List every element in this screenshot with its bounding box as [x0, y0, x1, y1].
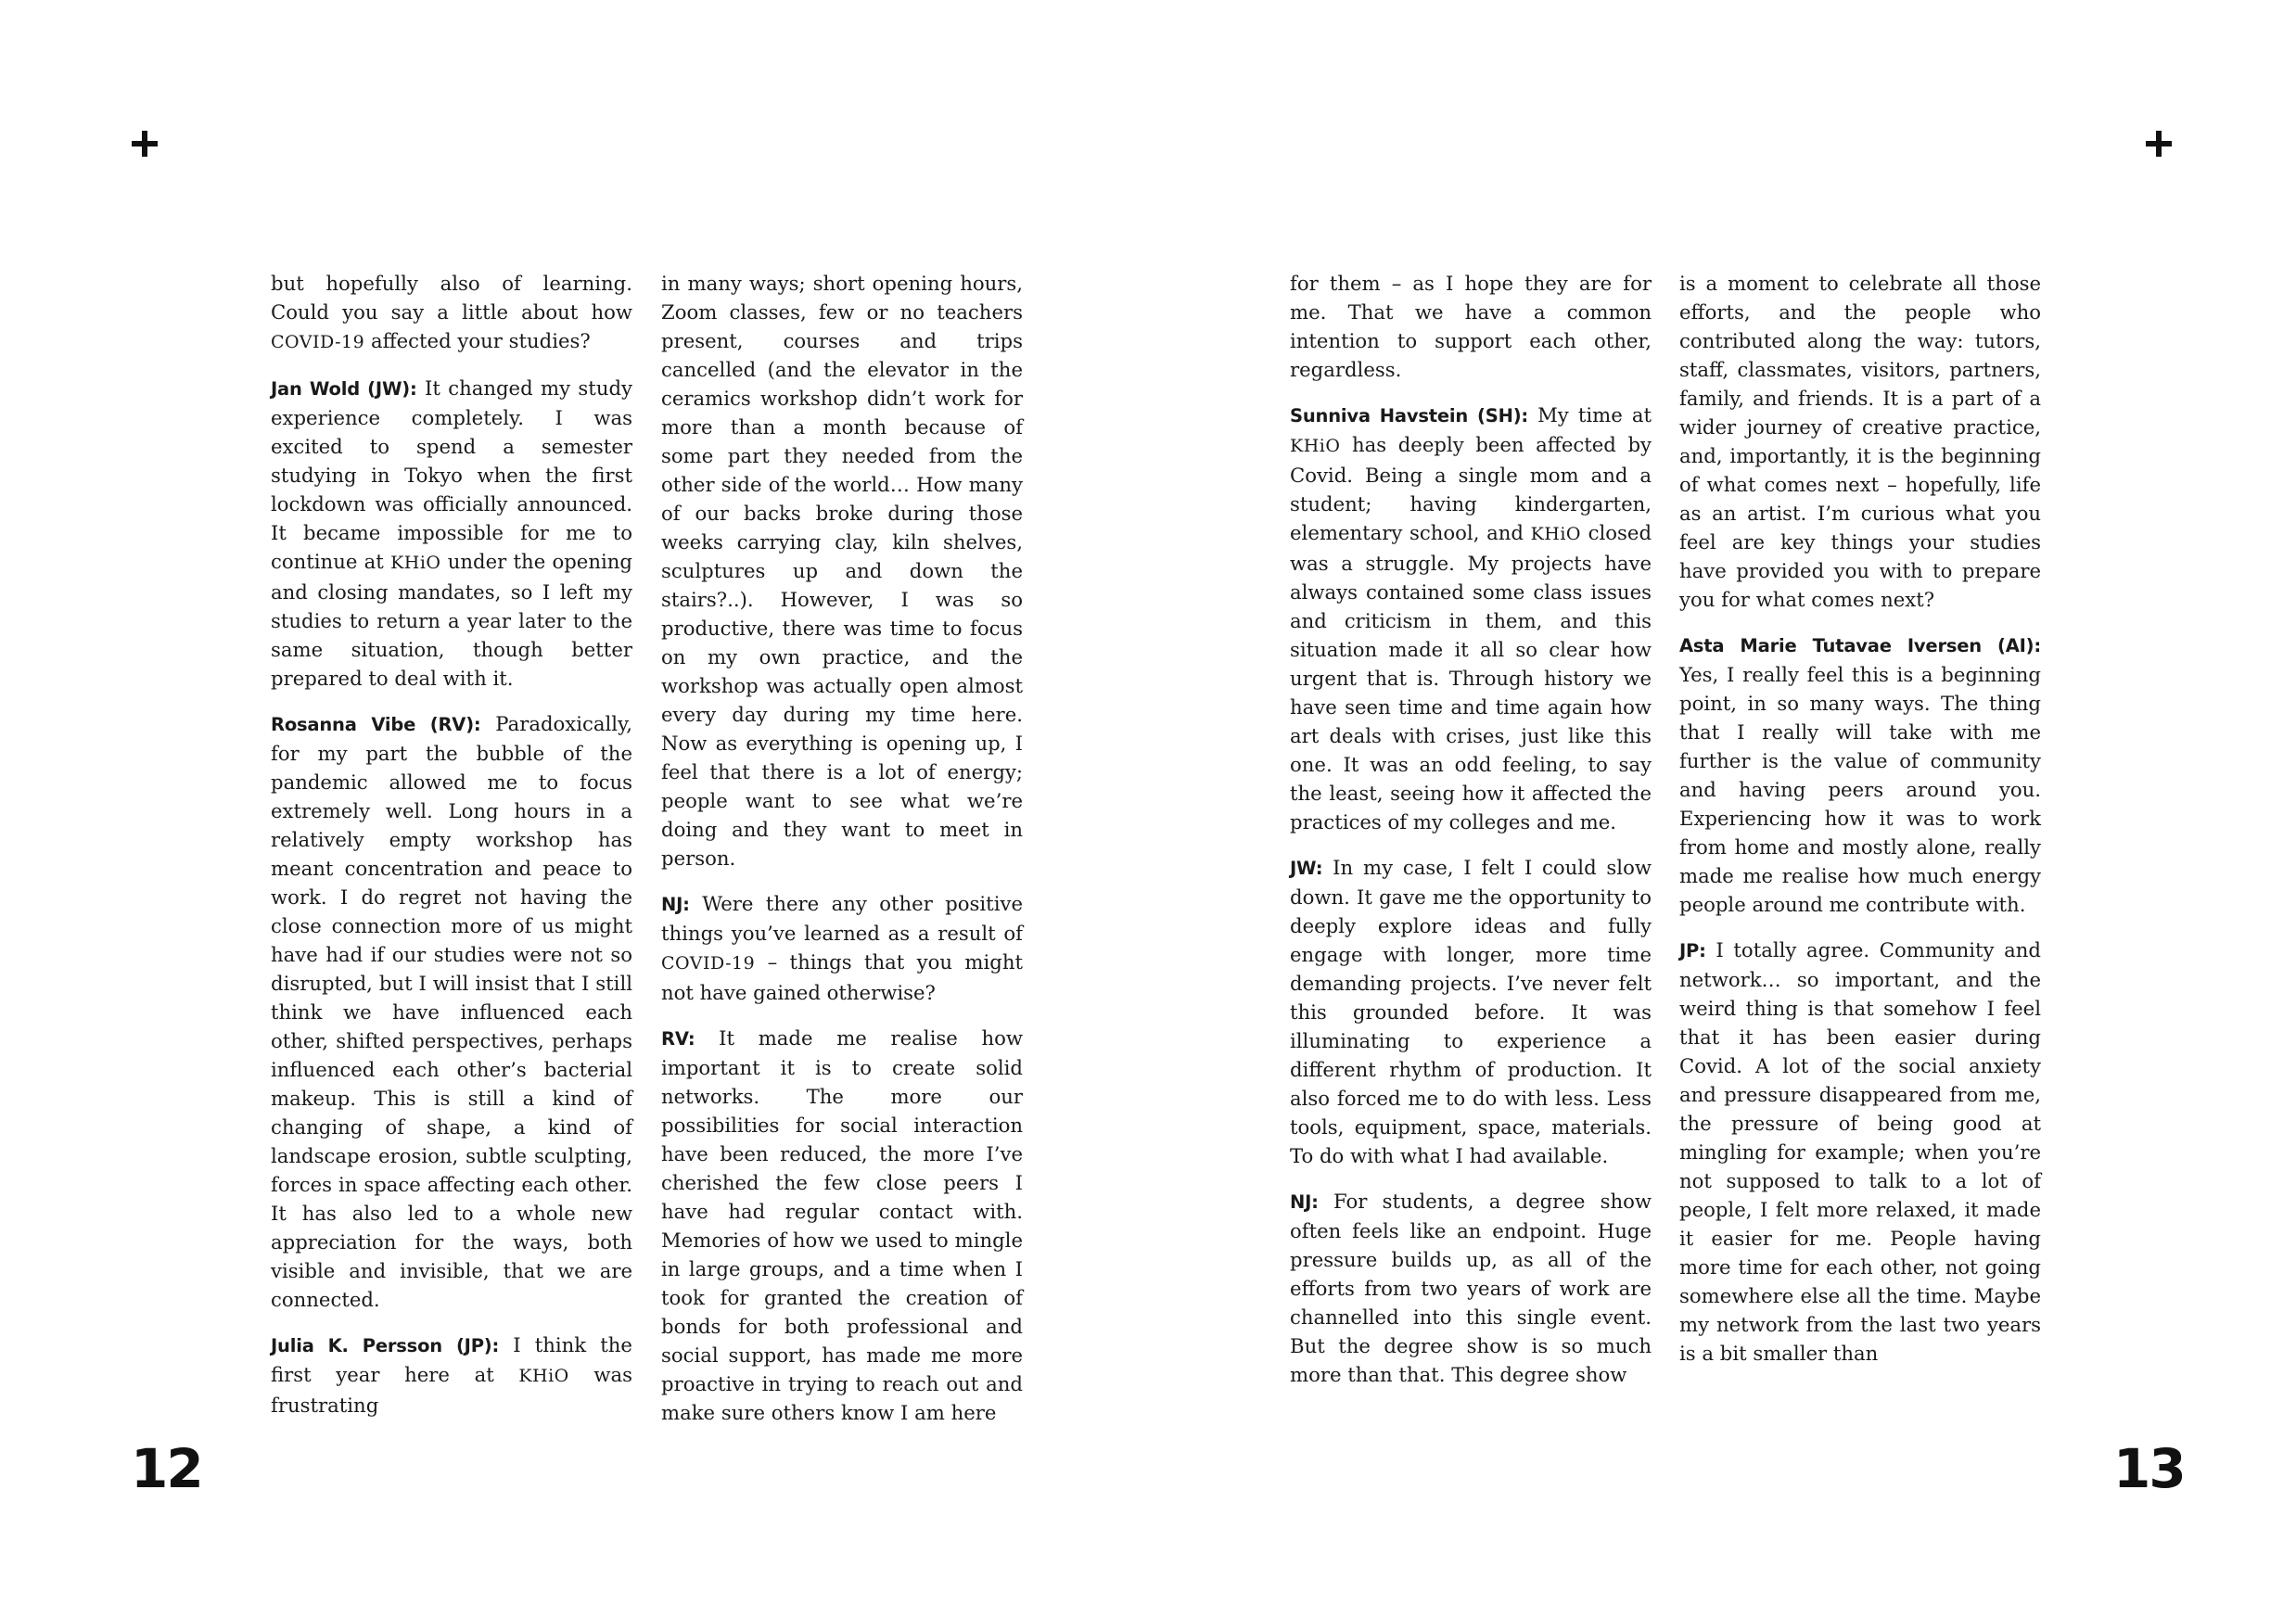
body-text: Were there any other positive things you’ve learned as a result of	[661, 892, 1023, 945]
speaker-label: JW:	[1290, 858, 1323, 879]
interview-paragraph	[1290, 853, 1652, 1170]
text-column-1	[271, 269, 632, 1417]
speaker-label: RV:	[661, 1028, 695, 1050]
body-text: It changed my study experience completely. I was excited to spend a semester studying in Tokyo when the first lockdown was officially announced. It became impossible for me to continue at	[271, 376, 632, 573]
body-text: has deeply been affected by Covid. Being a single mom and a student; having kindergarten, elementary school, and	[1290, 433, 1652, 544]
body-text: For students, a degree show often feels like an endpoint. Huge pressure builds up, as all of the efforts from two years of work are channelled into this single event. But the degree show is so much more than that. This degree show	[1290, 1190, 1652, 1386]
crop-mark-plus-icon	[129, 128, 160, 159]
interview-paragraph	[661, 1024, 1023, 1427]
interview-paragraph	[1679, 936, 2041, 1368]
acronym-text: COVID-19	[661, 953, 756, 974]
speaker-label: Sunniva Havstein (SH):	[1290, 405, 1529, 427]
body-text: I totally agree. Community and network… so important, and the weird thing is that somehow I feel that it has been easier during Covid. A lot of the social anxiety and pressure disappeared from me, the pressure of being good at mingling for example; when you’re not supposed to talk to a lot of people, I felt more relaxed, it made it easier for me. People having more time for each other, not going somewhere else all the time. Maybe my network from the last two years is a bit smaller than	[1679, 938, 2041, 1365]
interview-paragraph	[1290, 269, 1652, 384]
speaker-label: Asta Marie Tutavae Iversen (AI):	[1679, 635, 2041, 656]
body-text: In my case, I felt I could slow down. It gave me the opportunity to deeply explore ideas and fully engage with longer, more time demanding projects. I’ve never felt this grounded before. It was illuminating to experience a different rhythm of production. It also forced me to do with less. Less tools, equipment, space, materials. To do with what I had available.	[1290, 856, 1652, 1167]
body-text: affected your studies?	[364, 329, 591, 352]
acronym-text: KHiO	[1290, 436, 1341, 456]
body-text: – things that you might not have gained otherwise?	[661, 950, 1023, 1004]
body-text: It made me realise how important it is to create solid networks. The more our possibilities for social interaction have been reduced, the more I’ve cherished the few close peers I have had regular contact with. Memories of how we used to mingle in large groups, and a time when I took for granted the creation of bonds for both professional and social support, has made me more proactive in trying to reach out and make sure others know I am here	[661, 1026, 1023, 1424]
text-column-3	[1290, 269, 1652, 1386]
interview-paragraph	[1290, 1187, 1652, 1389]
interview-paragraph	[271, 709, 632, 1314]
text-column-2	[661, 269, 1023, 1424]
acronym-text: COVID-19	[271, 332, 365, 352]
acronym-text: KHiO	[1530, 524, 1581, 544]
interview-paragraph	[1679, 630, 2041, 919]
speaker-label: Julia K. Persson (JP):	[271, 1335, 500, 1356]
interview-paragraph	[271, 374, 632, 693]
interview-paragraph	[1290, 401, 1652, 836]
body-text: under the opening and closing mandates, so I left my studies to return a year later to the same situation, though better prepared to deal with it.	[271, 550, 632, 690]
speaker-label: NJ:	[661, 894, 690, 915]
body-text: My time at	[1537, 403, 1652, 427]
body-text: in many ways; short opening hours, Zoom classes, few or no teachers present, courses and trips cancelled (and the elevator in the ceramics workshop didn’t work for more than a month because of some part they needed from the other side of the world… How many of our backs broke during those weeks carrying clay, kiln shelves, sculptures up and down the stairs?..). However, I was so productive, there was time to focus on my own practice, and the workshop was actually open almost every day during my time here. Now as everything is opening up, I feel that there is a lot of energy; people want to see what we’re doing and they want to meet in person.	[661, 272, 1023, 870]
acronym-text: KHiO	[518, 1366, 569, 1386]
interview-paragraph	[661, 269, 1023, 872]
interview-paragraph	[1679, 269, 2041, 614]
body-text: but hopefully also of learning. Could you say a little about how	[271, 272, 632, 324]
body-text: is a moment to celebrate all those efforts, and the people who contributed along the way: tutors, staff, classmates, visitors, partners, family, and friends. It is a part of a wider journey of creative practice, and, importantly, it is the beginning of what comes next – hopefully, life as an artist. I’m curious what you feel are key things your studies have provided you with to prepare you for what comes next?	[1679, 272, 2041, 611]
crop-mark-plus-icon	[2143, 128, 2175, 159]
body-text: closed was a struggle. My projects have always contained some class issues and criticism in them, and this situation made it all so clear how urgent that is. Through history we have seen time and time again how art deals with crises, just like this one. It was an odd feeling, to say the least, seeing how it affected the practices of my colleges and me.	[1290, 521, 1652, 834]
interview-paragraph	[271, 1331, 632, 1420]
speaker-label: Jan Wold (JW):	[271, 378, 417, 400]
text-column-4	[1679, 269, 2041, 1381]
body-text: I think the first year here at	[271, 1333, 632, 1386]
speaker-label: JP:	[1679, 940, 1706, 961]
body-text: Yes, I really feel this is a beginning point, in so many ways. The thing that I really will take with me further is the value of community and having peers around you. Experiencing how it was to work from home and mostly alone, really made me realise how much energy people around me contribute with.	[1679, 663, 2041, 916]
page-number-right: 13	[2113, 1437, 2185, 1500]
interview-paragraph	[271, 269, 632, 357]
speaker-label: NJ:	[1290, 1191, 1319, 1213]
interview-paragraph	[661, 889, 1023, 1007]
speaker-label: Rosanna Vibe (RV):	[271, 714, 481, 735]
acronym-text: KHiO	[390, 553, 441, 573]
page-number-left: 12	[131, 1437, 202, 1500]
body-text: Paradoxically, for my part the bubble of the pandemic allowed me to focus extremely well. Long hours in a relatively empty workshop has meant concentration and peace to work. I do regret not having the close connection more of us might have had if our studies were not so disrupted, but I will insist that I still think we have influenced each other, shifted perspectives, perhaps influenced each other’s bacterial makeup. This is still a kind of changing of shape, a kind of landscape erosion, subtle sculpting, forces in space affecting each other. It has also led to a whole new appreciation for the ways, both visible and invisible, that we are connected.	[271, 712, 632, 1311]
body-text: for them – as I hope they are for me. That we have a common intention to support each other, regardless.	[1290, 272, 1652, 381]
body-text: was frustrating	[271, 1363, 632, 1417]
